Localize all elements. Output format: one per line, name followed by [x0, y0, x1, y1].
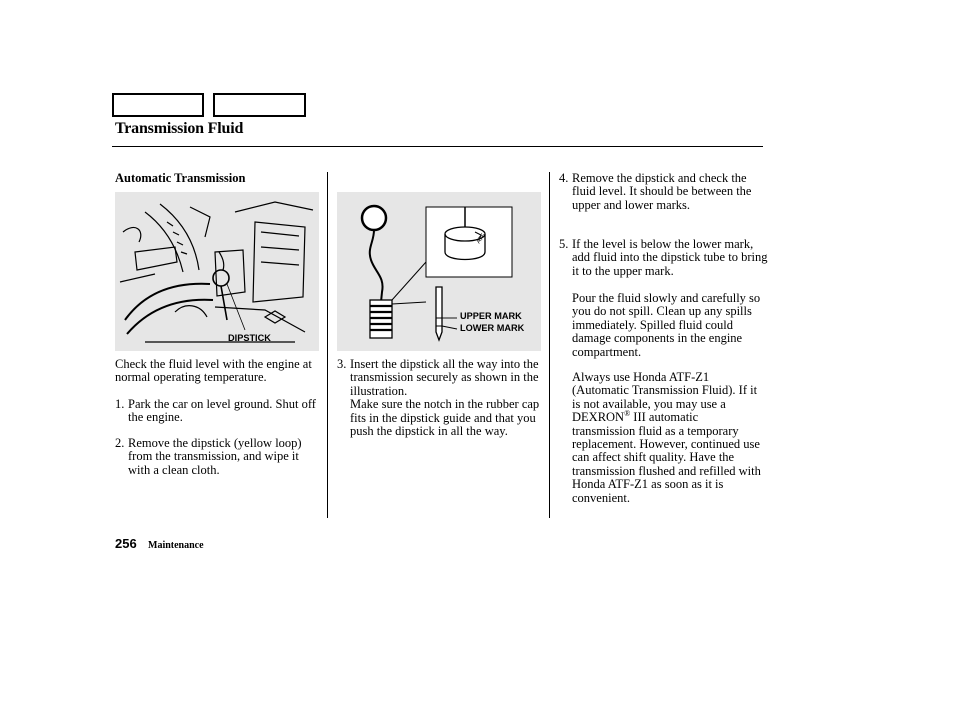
- footer-section-name: Maintenance: [148, 540, 204, 551]
- step-4: [559, 172, 756, 212]
- header-tab-box-2: [213, 93, 306, 117]
- registered-mark: ®: [624, 409, 631, 419]
- step-4-text: Remove the dipstick and check the fluid level. It should be between the upper and lower marks.: [572, 171, 752, 212]
- step-5-text: If the level is below the lower mark, add fluid into the dipstick tube to bring it to the upper mark.: [572, 237, 768, 278]
- header-tab-box-1: [112, 93, 204, 117]
- step-3-number: 3.: [337, 357, 347, 371]
- pour-paragraph: Pour the fluid slowly and carefully so you do not spill. Clean up any spills immediately. Spilled fluid could damage components in the engine compartment.: [572, 291, 761, 359]
- page-title: Transmission Fluid: [115, 120, 244, 137]
- step-2-text: Remove the dipstick (yellow loop) from the transmission, and wipe it with a clean cloth.: [128, 436, 302, 477]
- column-divider-2: [549, 172, 550, 518]
- step-1-text: Park the car on level ground. Shut off the engine.: [128, 397, 316, 425]
- step-3-text: Insert the dipstick all the way into the transmission securely as shown in the illustration.: [350, 357, 539, 398]
- dipstick-label: DIPSTICK: [228, 333, 271, 343]
- fluid-type-text-1: Always use Honda ATF-Z1 (Automatic Transmission Fluid). If it is not available, you may use a DEXRON: [572, 370, 758, 425]
- step-1: [115, 398, 321, 425]
- step-3: [337, 358, 542, 438]
- dipstick-marks-illustration: [337, 192, 541, 351]
- step-2: [115, 437, 321, 477]
- svg-text:ATF: ATF: [475, 232, 488, 246]
- step-5: [559, 238, 772, 278]
- step-1-number: 1.: [115, 397, 125, 411]
- intro-paragraph: Check the fluid level with the engine at normal operating temperature.: [115, 357, 312, 385]
- fluid-type-text-2: III automatic transmission fluid as a temporary replacement. However, continued use can affect shift quality. Have the transmission flushed and refilled with Honda ATF-Z1 as soon as it is convenient.: [572, 410, 761, 505]
- column-divider-1: [327, 172, 328, 518]
- step-2-number: 2.: [115, 436, 125, 450]
- engine-bay-drawing: [115, 192, 319, 351]
- engine-dipstick-illustration: [115, 192, 319, 351]
- title-divider: [112, 146, 763, 147]
- step-3-note: Make sure the notch in the rubber cap fits in the dipstick guide and that you push the dipstick in all the way.: [350, 397, 540, 439]
- fluid-type-paragraph: [572, 371, 764, 505]
- page-number: 256: [115, 536, 137, 551]
- step-4-number: 4.: [559, 171, 569, 185]
- upper-mark-label: UPPER MARK: [460, 311, 522, 321]
- lower-mark-label: LOWER MARK: [460, 323, 525, 333]
- step-5-number: 5.: [559, 237, 569, 251]
- section-heading: Automatic Transmission: [115, 171, 246, 185]
